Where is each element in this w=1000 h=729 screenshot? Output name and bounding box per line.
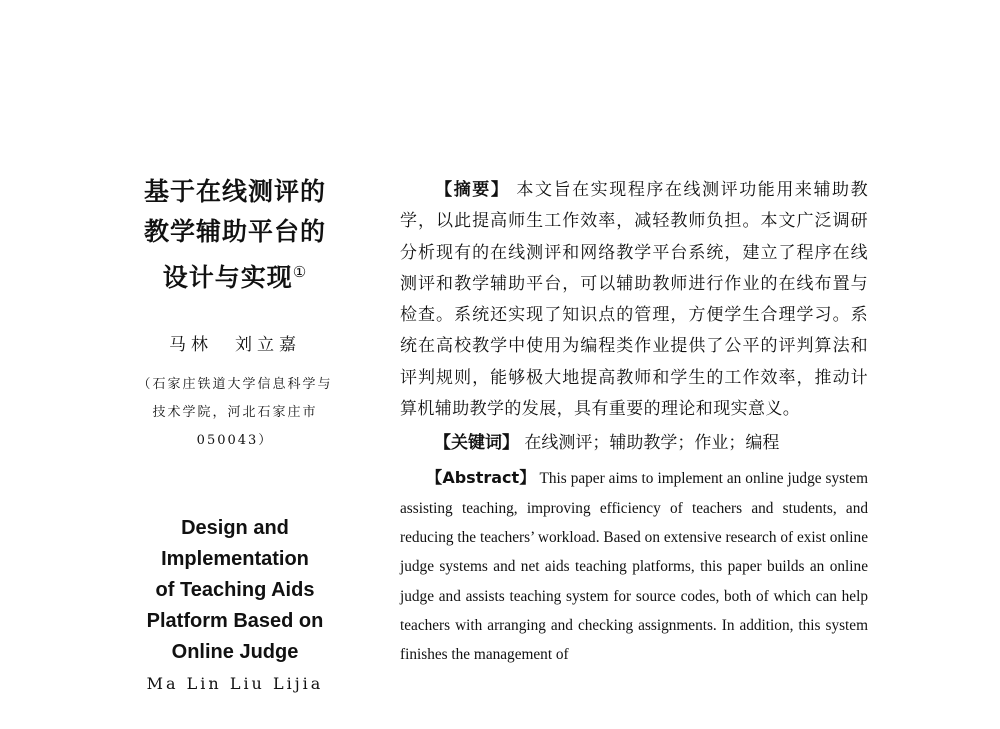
english-title-line-3: of Teaching Aids <box>155 579 315 601</box>
left-column <box>100 172 370 693</box>
english-title <box>100 513 370 668</box>
affiliation-line-1: （石家庄铁道大学信息科学与 <box>137 377 333 392</box>
right-column <box>400 175 868 669</box>
keywords-text: 在线测评；辅助教学；作业；编程 <box>524 433 780 454</box>
keywords-label: 【关键词】 <box>434 433 519 454</box>
english-abstract <box>400 463 868 669</box>
english-title-line-2: Implementation <box>161 548 309 570</box>
english-abstract-label: 【Abstract】 <box>426 468 536 488</box>
english-abstract-text: This paper aims to implement an online judge system assisting teaching, improving efficiency of teachers and students, and reducing the teachers’ workload. Based on extensive research of exist online judge systems and net aids teaching platforms, this paper builds an online judge and assists teaching system for source codes, both of which can help teachers with arranging and checking assignments. In addition, this system finishes the management of <box>400 470 868 664</box>
affiliation-line-2: 技术学院，河北石家庄市 <box>152 405 318 420</box>
chinese-title-line-1: 基于在线测评的 <box>143 177 326 206</box>
chinese-title-line-2: 教学辅助平台的 <box>143 217 326 246</box>
chinese-title <box>100 172 370 298</box>
english-title-line-5: Online Judge <box>171 641 299 663</box>
chinese-title-line-3 <box>100 252 370 298</box>
english-title-line-1: Design and <box>181 517 289 539</box>
chinese-keywords <box>400 429 868 457</box>
chinese-title-line-3-text: 设计与实现 <box>162 263 293 292</box>
chinese-abstract-label: 【摘要】 <box>434 180 510 200</box>
english-authors-partial: Ma Lin Liu Lijia <box>146 674 324 693</box>
affiliation <box>100 371 370 455</box>
chinese-abstract <box>400 175 868 425</box>
affiliation-line-3: 050043） <box>196 433 274 448</box>
chinese-authors: 马林 刘立嘉 <box>169 335 301 355</box>
footnote-mark: ① <box>292 263 308 281</box>
chinese-abstract-text: 本文旨在实现程序在线测评功能用来辅助教学，以此提高师生工作效率，减轻教师负担。本文广泛调研分析现有的在线测评和网络教学平台系统，建立了程序在线测评和教学辅助平台，可以辅助教师进行作业的在线布置与检查。系统还实现了知识点的管理，方便学生合理学习。系统在高校教学中使用为编程类作业提供了公平的评判算法和评判规则，能够极大地提高教师和学生的工作效率，推动计算机辅助教学的发展，具有重要的理论和现实意义。 <box>400 180 868 420</box>
english-title-line-4: Platform Based on <box>146 610 324 632</box>
